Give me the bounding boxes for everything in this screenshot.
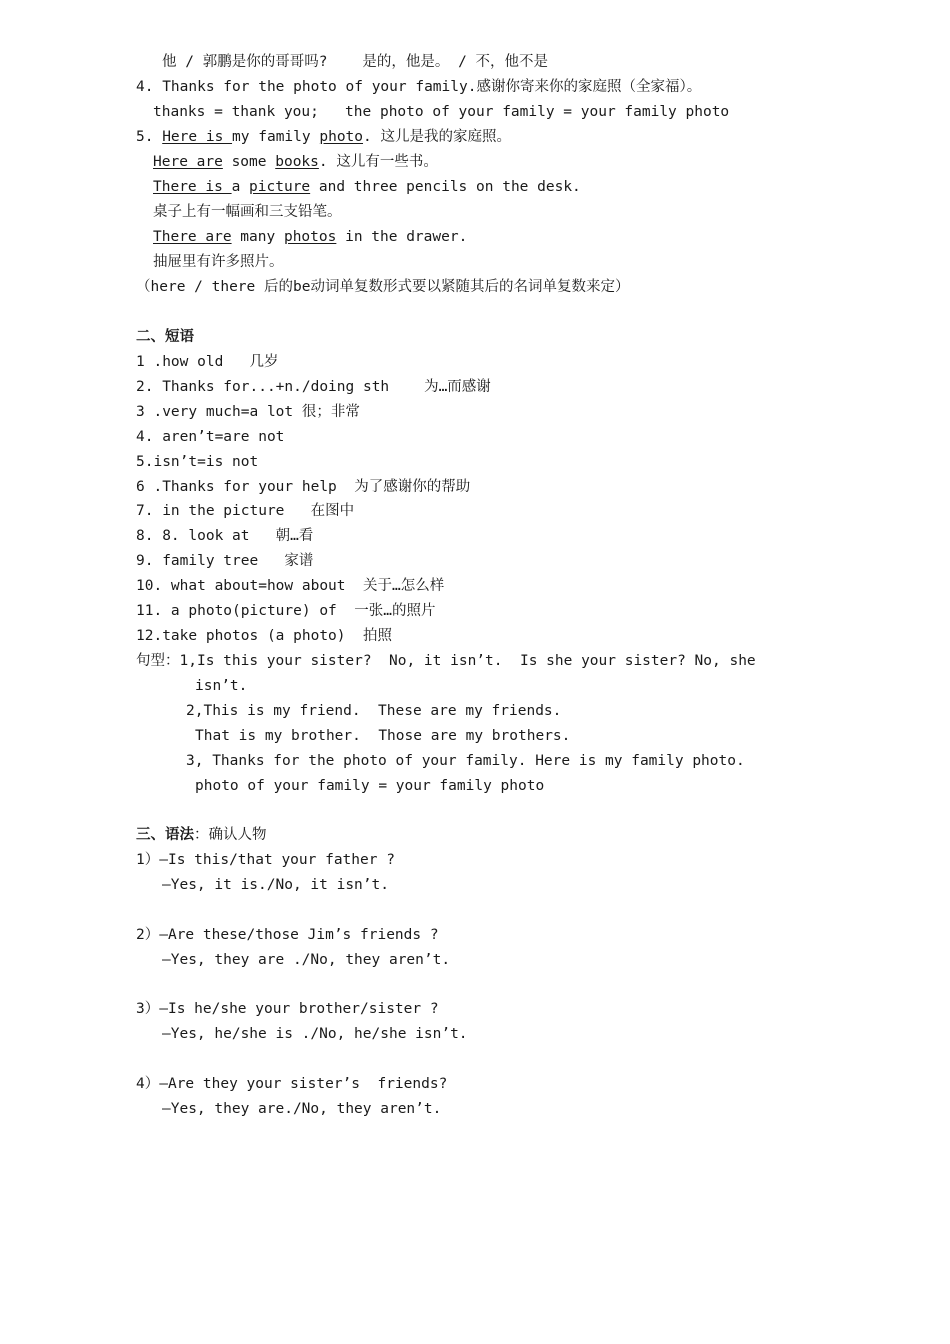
item-4-note: thanks = thank you; the photo of your family = your family photo [153,104,730,120]
underlined-photos: photos [283,229,337,245]
phrase-item: 10. what about=how about 关于…怎么样 [136,578,445,594]
pattern-line [136,651,756,671]
pattern-line: photo of your family = your family photo [195,778,545,794]
phrase-item: 6 .Thanks for your help 为了感谢你的帮助 [136,479,471,495]
phrase-item: 7. in the picture 在图中 [136,503,355,519]
grammar-answer: —Yes, it is./No, it isn’t. [162,877,389,893]
grammar-answer: —Yes, they are ./No, they aren’t. [162,952,451,968]
section-3-title: 三、语法 [136,827,194,843]
pattern-line: 2,This is my friend. These are my friends. [186,703,562,719]
underlined-picture: picture [249,179,311,195]
phrase-item: 12.take photos (a photo) 拍照 [136,628,392,644]
section-2-heading: 二、短语 [136,329,194,345]
pattern-line: isn’t. [195,678,248,694]
grammar-note: （here / there 后的be动词单复数形式要以紧随其后的名词单复数来定） [136,279,630,295]
phrase-item: 3 .very much=a lot 很；非常 [136,404,360,420]
grammar-answer: —Yes, he/she is ./No, he/she isn’t. [162,1026,468,1042]
text: many [231,229,284,245]
underlined-books: books [275,154,319,170]
pattern-line: That is my brother. Those are my brothers. [195,728,571,744]
underlined-here-are: Here are [153,154,223,170]
text: my family [232,129,320,145]
example-there-are [153,227,467,247]
pattern-line: 3, Thanks for the photo of your family. Here is my family photo. [186,753,745,769]
phrase-item: 4. aren’t=are not [136,429,285,445]
phrase-item: 2. Thanks for...+n./doing sth 为…而感谢 [136,379,491,395]
grammar-question: 2）—Are these/those Jim’s friends ? [136,927,439,943]
translation-desk: 桌子上有一幅画和三支铅笔。 [153,204,342,220]
grammar-question: 3）—Is he/she your brother/sister ? [136,1001,439,1017]
item-5 [136,127,511,147]
translation-drawer: 抽屉里有许多照片。 [153,254,284,270]
text: in the drawer. [336,229,468,245]
text: . 这儿有一些书。 [318,154,438,170]
underlined-photo: photo [319,129,364,145]
phrase-item: 1 .how old 几岁 [136,354,279,370]
grammar-answer: —Yes, they are./No, they aren’t. [162,1101,442,1117]
underlined-there-are: There are [153,229,232,245]
pattern-text: 1,Is this your sister? No, it isn’t. Is she your sister? No, she [179,653,756,669]
example-there-is [153,177,581,197]
item-5-number: 5. [136,129,163,145]
text: and three pencils on the desk. [310,179,581,195]
underlined-here-is: Here is [162,129,233,145]
grammar-question: 4）—Are they your sister’s friends? [136,1076,448,1092]
section-3-subtitle: ：确认人物 [194,827,267,843]
patterns-label: 句型： [136,653,180,669]
text: . 这儿是我的家庭照。 [363,129,511,145]
section-3-heading [136,825,267,845]
phrase-item: 8. 8. look at 朝…看 [136,528,314,544]
item-4: 4. Thanks for the photo of your family.感谢你寄来你的家庭照（全家福）。 [136,79,702,95]
phrase-item: 5.isn’t=is not [136,454,259,470]
phrase-item: 9. family tree 家谱 [136,553,314,569]
phrase-item: 11. a photo(picture) of 一张…的照片 [136,603,436,619]
underlined-there-is: There is [153,179,232,195]
text: some [222,154,276,170]
text: a [231,179,250,195]
example-here-are [153,152,438,172]
answer-line: 他 / 郭鹏是你的哥哥吗? 是的，他是。 / 不，他不是 [162,54,549,70]
grammar-question: 1）—Is this/that your father ? [136,852,395,868]
